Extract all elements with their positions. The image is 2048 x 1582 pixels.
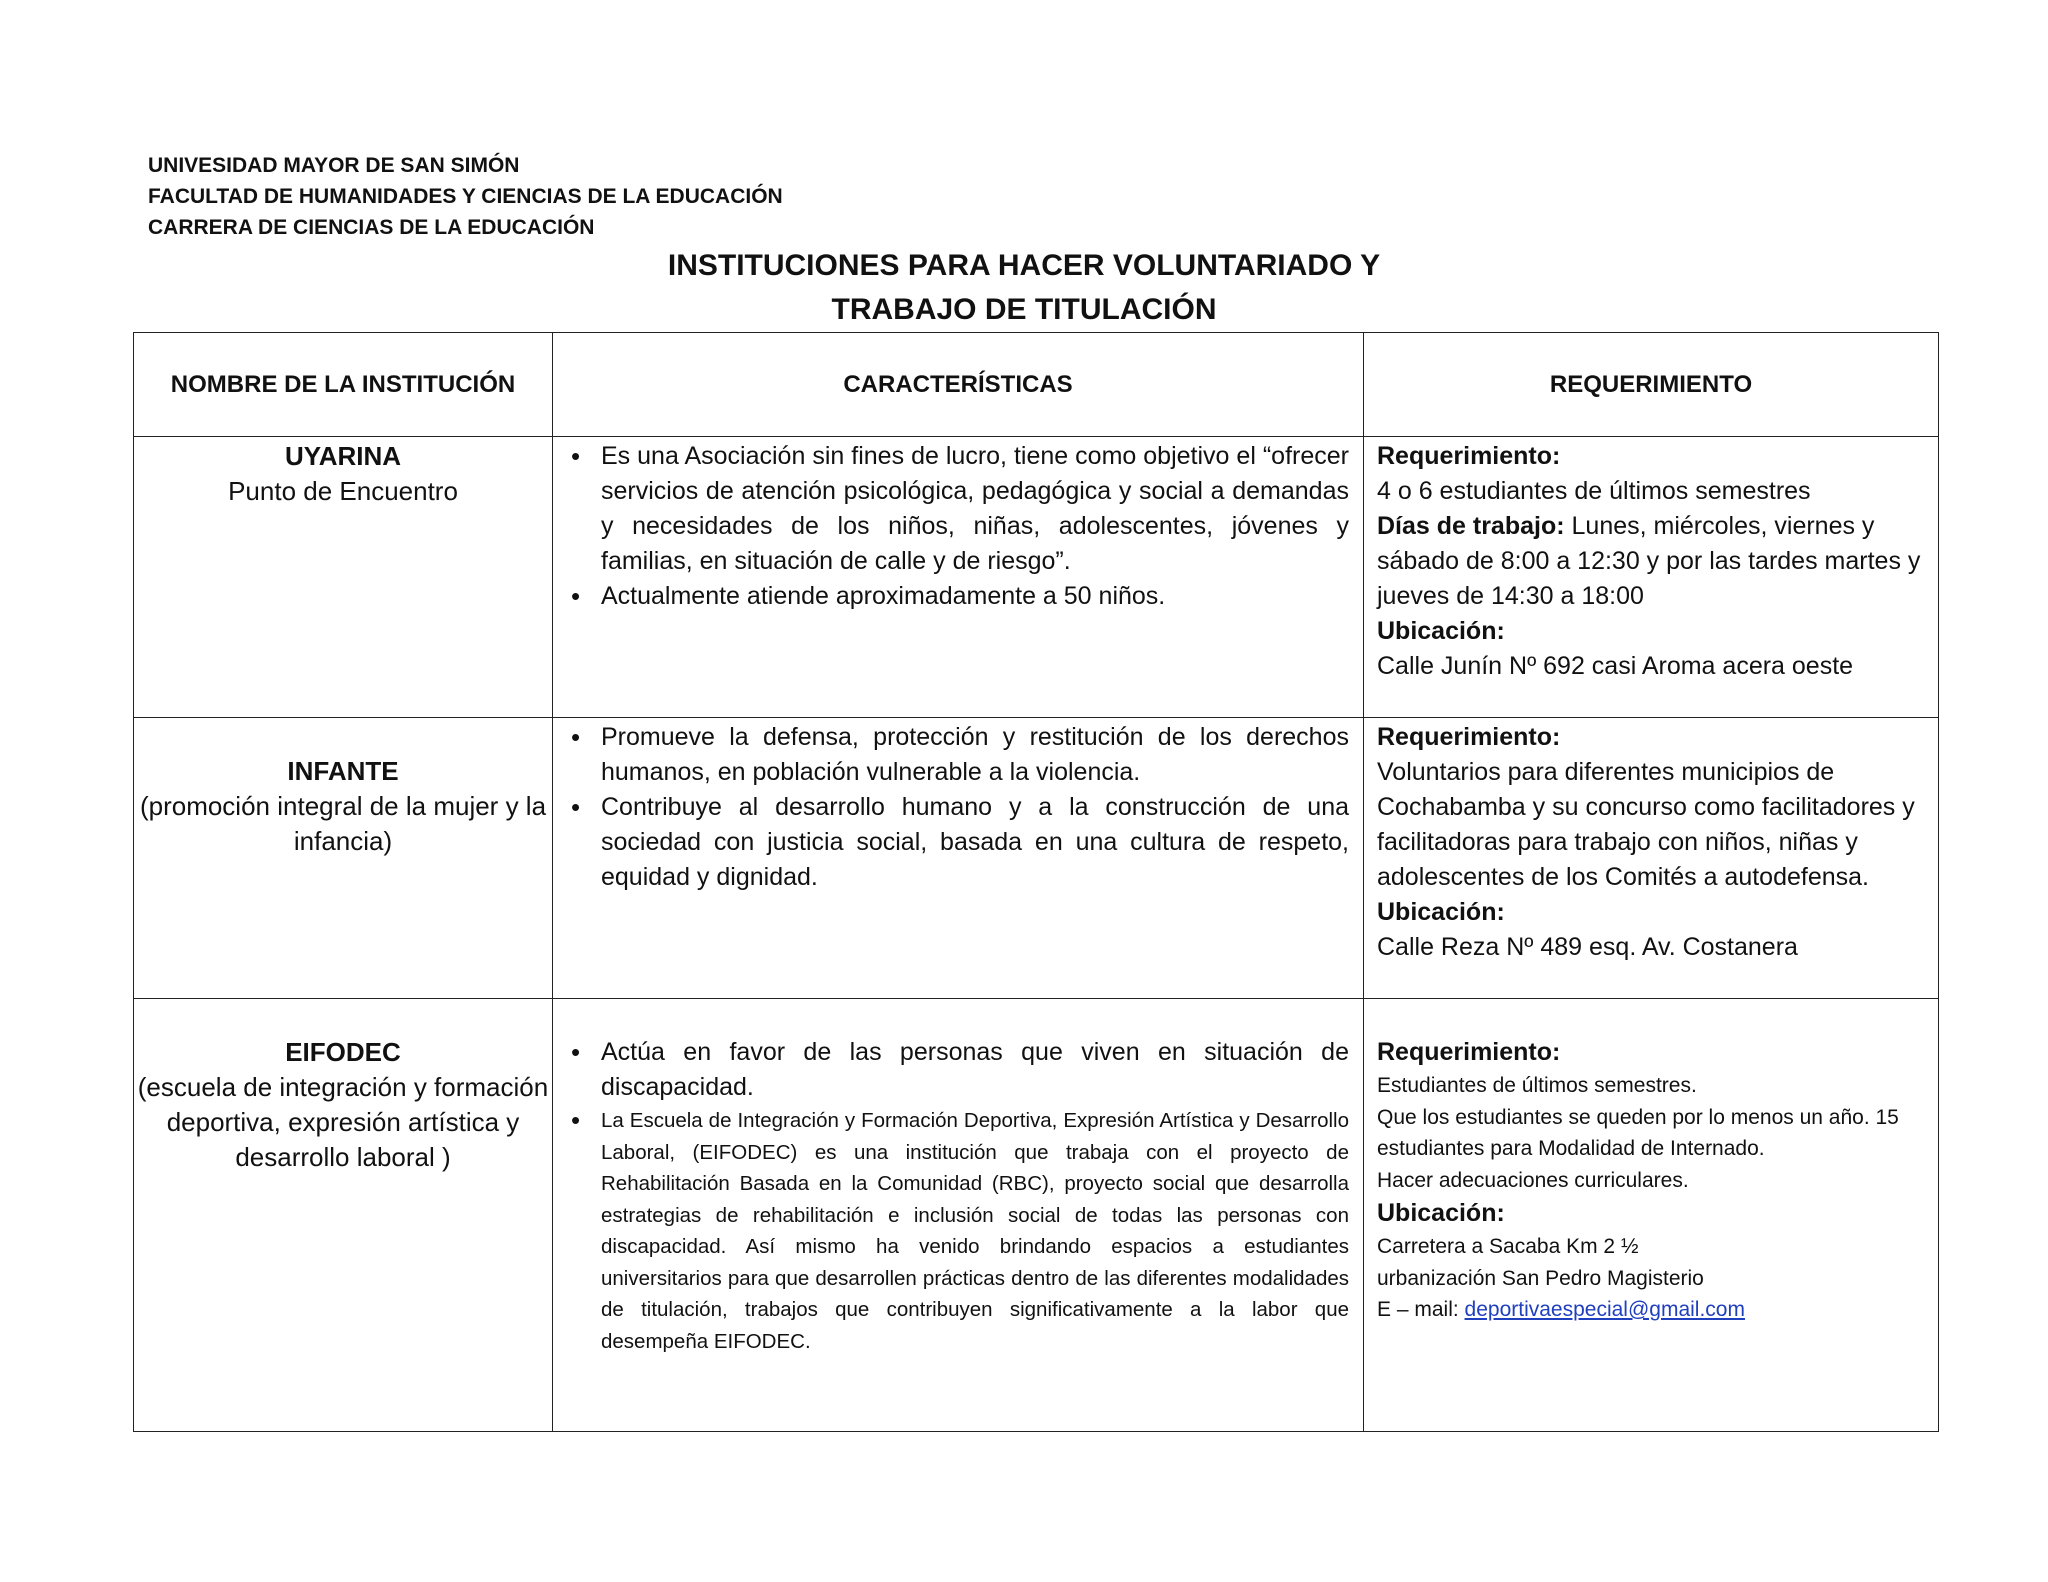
faculty-name: FACULTAD DE HUMANIDADES Y CIENCIAS DE LA EDUCACIÓN: [148, 185, 783, 208]
list-item: • Contribuye al desarrollo humano y a la construcción de una sociedad con justicia social, basada en una cultura de respeto, equidad y dignidad.: [571, 790, 1349, 895]
institution-cell: [134, 437, 553, 718]
institution-name: INFANTE: [287, 756, 399, 786]
header-characteristics: CARACTERÍSTICAS: [553, 333, 1364, 437]
location-text: urbanización San Pedro Magisterio: [1377, 1266, 1704, 1290]
header-requirement: REQUERIMIENTO: [1364, 333, 1939, 437]
location-label: Ubicación:: [1377, 617, 1505, 645]
requirement-cell: [1364, 718, 1939, 999]
institution-name: EIFODEC: [285, 1037, 401, 1067]
institution-name: UYARINA: [284, 441, 402, 471]
institution-subtitle: (promoción integral de la mujer y la infancia): [139, 791, 547, 856]
requirement-label: Requerimiento:: [1377, 442, 1561, 470]
location-label: Ubicación:: [1377, 898, 1505, 926]
table-row: [134, 437, 1939, 718]
table-header-row: [134, 333, 1939, 437]
list-item: • Actúa en favor de las personas que viven en situación de discapacidad.: [571, 1035, 1349, 1105]
institution-subtitle: (escuela de integración y formación deportiva, expresión artística y desarrollo laboral ): [137, 1072, 549, 1172]
requirement-label: Requerimiento:: [1377, 1038, 1561, 1066]
header-institution-name: NOMBRE DE LA INSTITUCIÓN: [134, 333, 553, 437]
characteristics-list: [553, 437, 1363, 614]
requirement-cell: [1364, 437, 1939, 718]
location-text: Calle Reza Nº 489 esq. Av. Costanera: [1377, 933, 1798, 961]
institution-cell: [134, 718, 553, 999]
location-label: Ubicación:: [1377, 1199, 1505, 1227]
list-item: • Promueve la defensa, protección y restitución de los derechos humanos, en población vulnerable a la violencia.: [571, 720, 1349, 790]
university-name: UNIVESIDAD MAYOR DE SAN SIMÓN: [148, 154, 520, 177]
requirement-text: Que los estudiantes se queden por lo menos un año. 15 estudiantes para Modalidad de Internado.: [1377, 1105, 1899, 1160]
email-line: [1377, 1294, 1924, 1326]
characteristics-cell: [553, 999, 1364, 1432]
list-item: • Es una Asociación sin fines de lucro, tiene como objetivo el “ofrecer servicios de atención psicológica, pedagógica y social a demandas y necesidades de los niños, niñas, adolescentes, jóvenes y familias, en situación de calle y de riesgo”.: [571, 439, 1349, 579]
career-name: CARRERA DE CIENCIAS DE LA EDUCACIÓN: [148, 216, 595, 239]
characteristics-list: [553, 718, 1363, 895]
document-title: [0, 244, 2048, 332]
location-text: Calle Junín Nº 692 casi Aroma acera oeste: [1377, 652, 1854, 680]
email-link[interactable]: deportivaespecial@gmail.com: [1464, 1298, 1745, 1321]
location-text: Carretera a Sacaba Km 2 ½: [1377, 1235, 1639, 1258]
requirement-cell: [1364, 999, 1939, 1432]
institutions-table: [133, 332, 1939, 1432]
institution-subtitle: Punto de Encuentro: [228, 476, 458, 506]
characteristics-list-detail: [553, 1105, 1363, 1357]
requirement-text: Hacer adecuaciones curriculares.: [1377, 1168, 1689, 1192]
characteristics-cell: [553, 437, 1364, 718]
characteristics-cell: [553, 718, 1364, 999]
title-line-1: INSTITUCIONES PARA HACER VOLUNTARIADO Y: [667, 249, 1381, 282]
list-item: • La Escuela de Integración y Formación Deportiva, Expresión Artística y Desarrollo Laboral, (EIFODEC) es una institución que trabaja con el proyecto de Rehabilitación Basada en la Comunidad (RBC), proyecto social que desarrolla estrategias de rehabilitación e inclusión social de todas las personas con discapacidad. Así mismo ha venido brindando espacios a estudiantes universitarios para que desarrollen prácticas dentro de las diferentes modalidades de titulación, trabajos que contribuyen significativamente a la labor que desempeña EIFODEC.: [571, 1105, 1349, 1357]
work-days-label: Días de trabajo:: [1377, 512, 1565, 540]
requirement-text: Estudiantes de últimos semestres.: [1377, 1074, 1697, 1097]
document-header: [148, 150, 783, 243]
table-row: [134, 718, 1939, 999]
institution-cell: [134, 999, 553, 1432]
requirement-text: 4 o 6 estudiantes de últimos semestres: [1377, 477, 1811, 505]
email-label: E – mail:: [1377, 1298, 1465, 1321]
work-days-text: Lunes, miércoles, viernes y sábado de 8:00 a 12:30 y por las tardes martes y jueves de 14:30 a 18:00: [1377, 512, 1921, 610]
list-item: • Actualmente atiende aproximadamente a 50 niños.: [571, 579, 1349, 614]
requirement-label: Requerimiento:: [1377, 723, 1561, 751]
table-row: [134, 999, 1939, 1432]
title-line-2: TRABAJO DE TITULACIÓN: [831, 293, 1217, 326]
requirement-text: Voluntarios para diferentes municipios de Cochabamba y su concurso como facilitadores y facilitadoras para trabajo con niños, niñas y adolescentes de los Comités a autodefensa.: [1377, 758, 1915, 891]
characteristics-list: [553, 999, 1363, 1105]
